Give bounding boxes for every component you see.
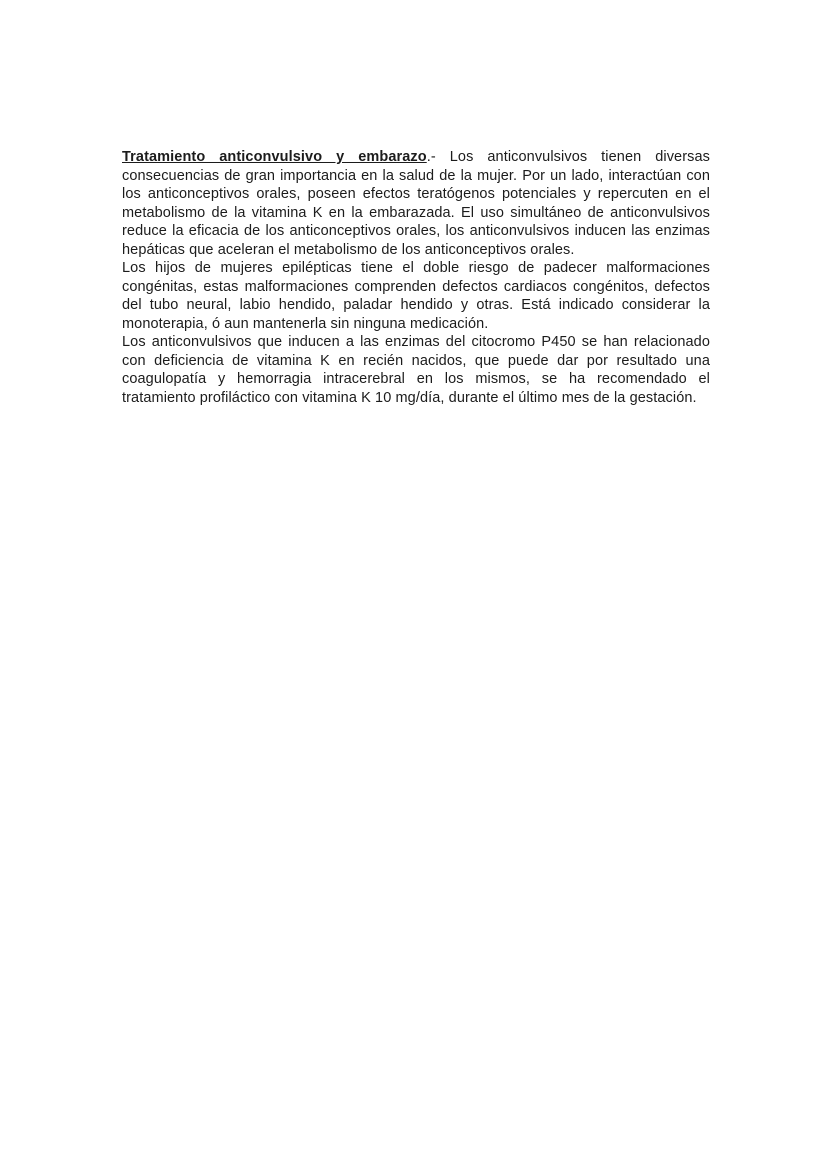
paragraph-text-1: Los anticonvulsivos tienen diversas consecuencias de gran importancia en la salud de la mujer. Por un lado, interactúan con los anticonceptivos orales, poseen efectos teratógenos potenciales y repercuten en el metabolismo de la vitamina K en la embarazada. El uso simultáneo de anticonvulsivos reduce la eficacia de los anticonceptivos orales, los anticonvulsivos inducen las enzimas hepáticas que aceleran el metabolismo de los anticonceptivos orales. — [122, 149, 711, 258]
paragraph-vitamin-k: Los anticonvulsivos que inducen a las enzimas del citocromo P450 se han relacionado con deficiencia de vitamina K en recién nacidos, que puede dar por resultado una coagulopatía y hemorragia intracerebral en los mismos, se ha recomendado el tratamiento profiláctico con vitamina K 10 mg/día, durante el último mes de la gestación. — [122, 334, 710, 406]
section-heading: Tratamiento anticonvulsivo y embarazo — [122, 149, 427, 165]
heading-separator: .- — [426, 149, 450, 165]
document-text-block — [122, 148, 710, 407]
paragraph-malformations: Los hijos de mujeres epilépticas tiene el doble riesgo de padecer malformaciones congénitas, estas malformaciones comprenden defectos cardiacos congénitos, defectos del tubo neural, labio hendido, paladar hendido y otras. Está indicado considerar la monoterapia, ó aun mantenerla sin ninguna medicación. — [122, 260, 710, 332]
paragraph-treatment-pregnancy — [122, 148, 710, 259]
